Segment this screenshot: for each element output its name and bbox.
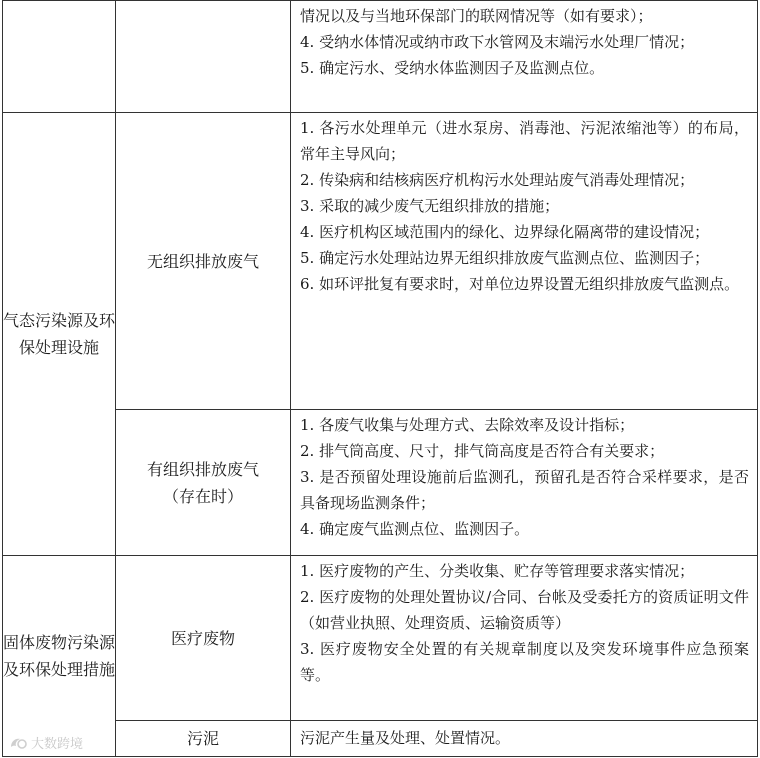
category-label: 固体废物污染源及环保处理措施 [3, 633, 116, 679]
items-cell [291, 410, 758, 556]
list-item: 3. 采取的减少废气无组织排放的措施； [300, 197, 560, 215]
category-cell [3, 556, 116, 757]
list-item: 4. 确定废气监测点位、监测因子。 [300, 520, 530, 538]
list-item: 5. 确定污水处理站边界无组织排放废气监测点位、监测因子； [300, 249, 710, 267]
table-row [3, 556, 758, 721]
items-cell [291, 556, 758, 721]
subcategory-note: （存在时） [162, 486, 243, 506]
subcategory-label: 无组织排放废气 [146, 251, 259, 271]
list-item: 情况以及与当地环保部门的联网情况等（如有要求）； [300, 7, 653, 25]
subcategory-label: 有组织排放废气 [146, 459, 259, 479]
list-item: 2. 医疗废物的处理处置协议/合同、台帐及受委托方的资质证明文件（如营业执照、处理资质、运输资质等） [300, 588, 749, 632]
subcategory-cell [116, 410, 291, 556]
list-item: 污泥产生量及处理、处置情况。 [300, 729, 511, 747]
list-item: 1. 各污水处理单元（进水泵房、消毒池、污泥浓缩池等）的布局，常年主导风向； [300, 119, 749, 163]
subcategory-cell [116, 556, 291, 721]
list-item: 3. 医疗废物安全处置的有关规章制度以及突发环境事件应急预案等。 [300, 640, 749, 684]
table-row [3, 721, 758, 757]
table-row [3, 113, 758, 410]
brand-logo-icon [8, 735, 28, 751]
list-item: 4. 受纳水体情况或纳市政下水管网及末端污水处理厂情况； [300, 33, 695, 51]
list-item: 2. 排气筒高度、尺寸，排气筒高度是否符合有关要求； [300, 442, 665, 460]
watermark [8, 733, 83, 752]
list-item: 3. 是否预留处理设施前后监测孔，预留孔是否符合采样要求，是否具备现场监测条件； [300, 468, 749, 512]
list-item: 1. 各废气收集与处理方式、去除效率及设计指标； [300, 416, 635, 434]
subcategory-cell [116, 113, 291, 410]
category-label: 气态污染源及环保处理设施 [3, 311, 116, 357]
list-item: 2. 传染病和结核病医疗机构污水处理站废气消毒处理情况； [300, 171, 695, 189]
subcategory-label: 污泥 [186, 729, 219, 748]
watermark-text: 大数跨境 [31, 737, 84, 752]
subcategory-cell [116, 721, 291, 757]
list-item: 1. 医疗废物的产生、分类收集、贮存等管理要求落实情况； [300, 562, 695, 580]
table-row [3, 1, 758, 113]
category-cell [3, 113, 116, 556]
items-cell [291, 721, 758, 757]
category-cell [3, 1, 116, 113]
items-cell [291, 1, 758, 113]
table-row [3, 410, 758, 556]
list-item: 6. 如环评批复有要求时，对单位边界设置无组织排放废气监测点。 [300, 275, 740, 293]
subcategory-cell [116, 1, 291, 113]
monitoring-requirements-table [2, 0, 758, 757]
list-item: 4. 医疗机构区域范围内的绿化、边界绿化隔离带的建设情况； [300, 223, 710, 241]
list-item: 5. 确定污水、受纳水体监测因子及监测点位。 [300, 59, 605, 77]
items-cell [291, 113, 758, 410]
subcategory-label: 医疗废物 [170, 628, 235, 648]
